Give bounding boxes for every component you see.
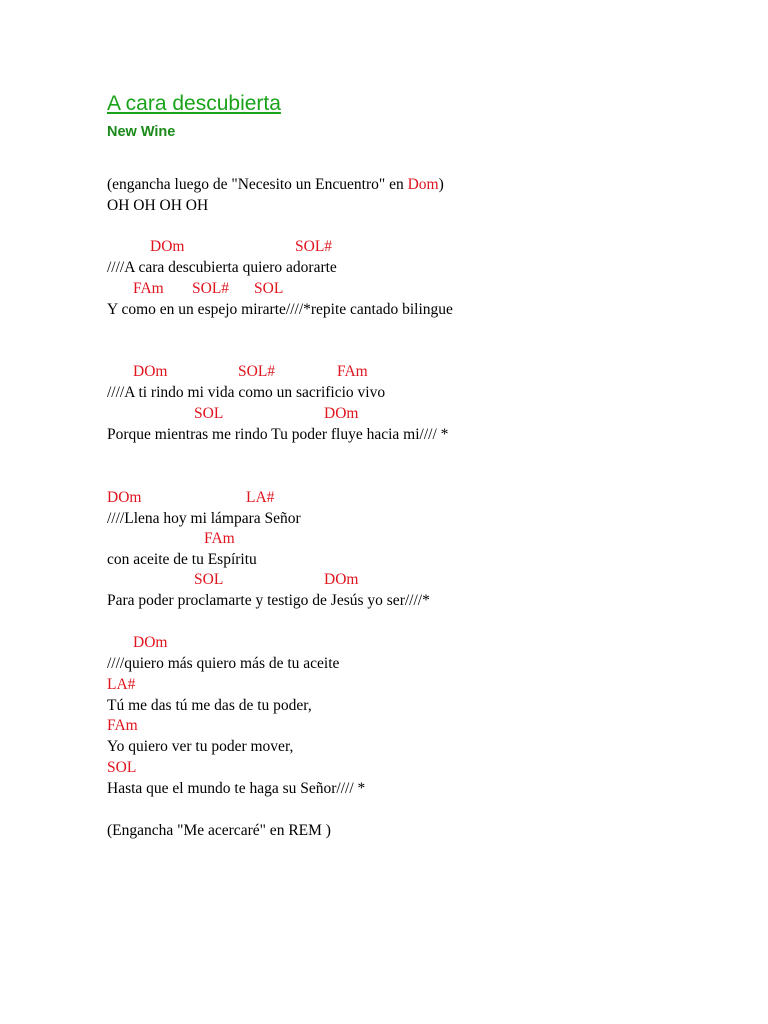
chord: SOL xyxy=(194,571,224,588)
chord: FAm xyxy=(204,530,235,547)
chord: SOL# xyxy=(295,238,333,255)
chord: DOm xyxy=(324,571,359,588)
lyric-line: Hasta que el mundo te haga su Señor//// * xyxy=(107,780,366,797)
lyric-line: ////A ti rindo mi vida como un sacrificio vivo xyxy=(107,384,386,401)
chord: SOL# xyxy=(192,280,230,297)
lyric-line: Para poder proclamarte y testigo de Jesús yo ser////* xyxy=(107,592,430,609)
lyric-line: ////quiero más quiero más de tu aceite xyxy=(107,655,340,672)
song-title: A cara descubierta xyxy=(107,92,281,115)
lyric-line: ////A cara descubierta quiero adorarte xyxy=(107,259,337,276)
chord: SOL xyxy=(194,405,224,422)
intro-text: (engancha luego de "Necesito un Encuentro" en xyxy=(107,176,408,193)
chord: DOm xyxy=(107,489,142,506)
lyric-line: Tú me das tú me das de tu poder, xyxy=(107,697,312,714)
lyric-line: ////Llena hoy mi lámpara Señor xyxy=(107,510,301,527)
chord: FAm xyxy=(337,363,368,380)
chord: SOL# xyxy=(238,363,276,380)
chord: DOm xyxy=(133,634,168,651)
intro-oh-line: OH OH OH OH xyxy=(107,197,209,214)
lyric-line: Yo quiero ver tu poder mover, xyxy=(107,738,294,755)
chord: SOL xyxy=(107,759,137,776)
outro-line: (Engancha "Me acercaré" en REM ) xyxy=(107,822,331,839)
intro-key: Dom xyxy=(407,176,439,193)
chord: FAm xyxy=(133,280,164,297)
chord: DOm xyxy=(133,363,168,380)
intro-line xyxy=(107,176,444,194)
chord: LA# xyxy=(246,489,275,506)
chord: LA# xyxy=(107,676,136,693)
song-artist: New Wine xyxy=(107,124,176,140)
lyric-line: con aceite de tu Espíritu xyxy=(107,551,257,568)
lyric-line: Y como en un espejo mirarte////*repite cantado bilingue xyxy=(107,301,453,318)
chord: DOm xyxy=(150,238,185,255)
lyric-line: Porque mientras me rindo Tu poder fluye hacia mi//// * xyxy=(107,426,449,443)
intro-text-end: ) xyxy=(438,176,444,193)
chord: FAm xyxy=(107,717,138,734)
chord: SOL xyxy=(254,280,284,297)
chord: DOm xyxy=(324,405,359,422)
